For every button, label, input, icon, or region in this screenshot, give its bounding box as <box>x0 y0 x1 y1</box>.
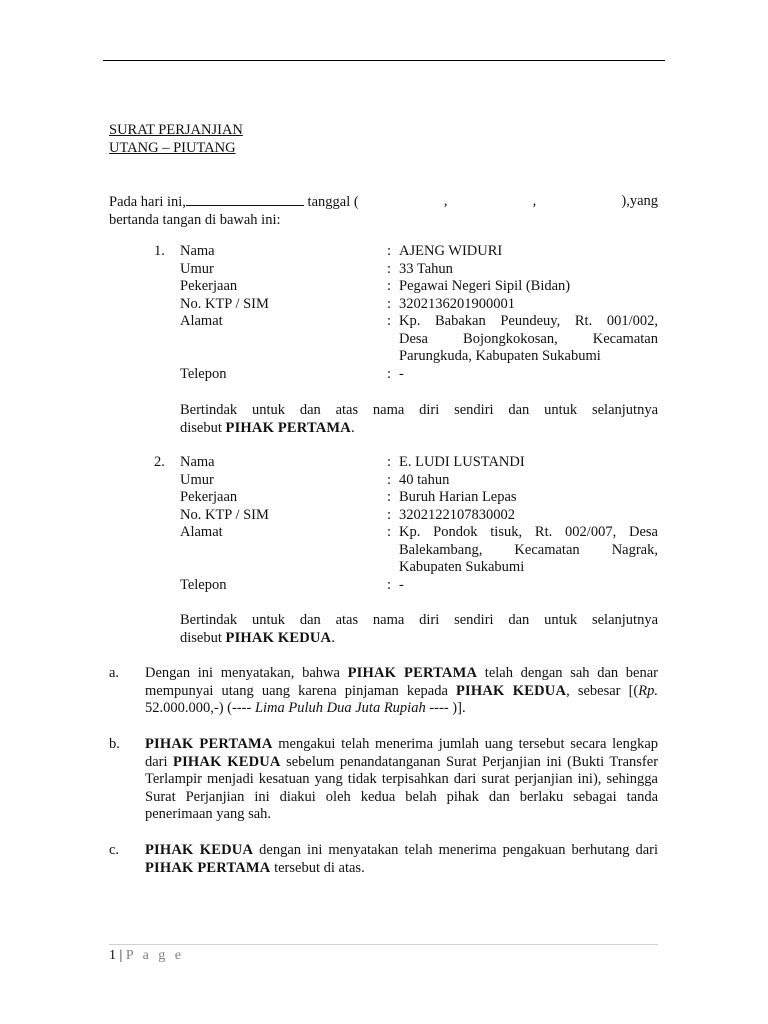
field-value: - <box>399 576 404 593</box>
field-label: No. KTP / SIM <box>180 295 269 312</box>
field-label: Nama <box>180 454 215 470</box>
clause-text-part: telah dengan sah dan benar mempunyai utang uang karena pinjaman kepada <box>145 665 658 699</box>
party-designation: PIHAK PERTAMA <box>145 736 273 752</box>
party-1 <box>154 243 658 383</box>
page-number: 1 <box>109 948 116 963</box>
amount-in-words: Lima Puluh Dua Juta Rupiah <box>254 700 426 716</box>
address-line: Kp. Pondok tisuk, Rt. 002/007, Desa <box>399 524 658 540</box>
clause-text-part: sebelum penandatanganan Surat Perjanjian ini (Bukti Transfer Terlampir menjadi kesatuan yang tidak terpisahkan dari surat perjanjian ini), sehingga Surat Perjanjian ini diakui oleh kedua belah pihak dan berlaku sebagai tanda penerimaan yang sah. <box>145 753 659 822</box>
field-colon: : <box>387 489 392 505</box>
field-label: Telepon <box>180 365 227 382</box>
field-colon: : <box>387 471 392 488</box>
field-value: 33 Tahun <box>399 260 453 277</box>
party-designation: PIHAK KEDUA <box>145 842 254 858</box>
field-colon: : <box>387 454 392 470</box>
field-value: Buruh Harian Lepas <box>399 489 517 505</box>
party-number: 1. <box>154 243 165 259</box>
clause-letter: a. <box>109 665 120 681</box>
field-label: Nama <box>180 243 215 259</box>
statement-suffix: . <box>350 419 355 436</box>
address-line: Kp. Babakan Peundeuy, Rt. 001/002, <box>399 313 658 329</box>
date-comma-1: , <box>443 193 448 209</box>
field-label: Pekerjaan <box>180 489 238 505</box>
clause-a <box>109 665 658 718</box>
day-blank <box>186 193 304 206</box>
opening-line-2: bertanda tangan di bawah ini: <box>109 211 281 228</box>
field-colon: : <box>387 506 392 523</box>
field-label: Pekerjaan <box>180 278 238 294</box>
clause-b <box>109 736 658 824</box>
party-number: 2. <box>154 454 165 470</box>
address-line: Desa Bojongkokosan, Kecamatan <box>399 330 658 347</box>
party-1-statement <box>180 402 658 437</box>
field-label: Umur <box>180 260 214 277</box>
field-value: - <box>399 365 404 382</box>
statement-prefix: disebut <box>180 629 222 646</box>
page-label: P a g e <box>125 948 185 963</box>
clause-letter: c. <box>109 842 120 858</box>
field-colon: : <box>387 278 392 294</box>
title-line-2: UTANG – PIUTANG <box>109 139 236 156</box>
field-value: 3202136201900001 <box>399 295 515 312</box>
party-designation: PIHAK KEDUA <box>225 629 332 646</box>
party-2-statement <box>180 612 658 647</box>
page-footer <box>109 947 184 965</box>
field-colon: : <box>387 313 392 329</box>
clause-text <box>145 665 658 718</box>
field-label: No. KTP / SIM <box>180 506 269 523</box>
clause-text <box>145 736 658 824</box>
field-colon: : <box>387 576 392 593</box>
party-designation: PIHAK PERTAMA <box>225 419 351 436</box>
field-label: Telepon <box>180 576 227 593</box>
document-title <box>109 122 243 157</box>
footer-separator: | <box>119 948 123 963</box>
field-label: Umur <box>180 471 214 488</box>
clause-text-part: tersebut di atas. <box>274 859 365 876</box>
field-value: AJENG WIDURI <box>399 243 503 259</box>
address-value <box>399 524 658 577</box>
opening-text-1: Pada hari ini, <box>109 194 186 210</box>
clause-text-part: , sebesar [( <box>566 682 639 699</box>
clause-text <box>145 842 658 877</box>
address-value <box>399 313 658 366</box>
opening-text-3: ),yang <box>621 193 658 209</box>
field-value: Pegawai Negeri Sipil (Bidan) <box>399 278 571 294</box>
address-line: Kabupaten Sukabumi <box>399 559 525 575</box>
clause-c <box>109 842 658 877</box>
statement-line: Bertindak untuk dan atas nama diri sendiri dan untuk selanjutnya <box>180 402 658 418</box>
field-colon: : <box>387 524 392 540</box>
field-colon: : <box>387 365 392 382</box>
party-designation: PIHAK KEDUA <box>173 753 281 770</box>
statement-prefix: disebut <box>180 419 222 436</box>
field-value: E. LUDI LUSTANDI <box>399 454 525 470</box>
clause-text-part: mengakui telah menerima jumlah uang tersebut secara lengkap dari <box>145 736 659 770</box>
field-value: 3202122107830002 <box>399 506 515 523</box>
statement-suffix: . <box>331 629 335 646</box>
title-line-1: SURAT PERJANJIAN <box>109 122 243 138</box>
statement-line: Bertindak untuk dan atas nama diri sendiri dan untuk selanjutnya <box>180 612 658 628</box>
footer-rule <box>109 944 658 945</box>
opening-paragraph <box>109 193 658 229</box>
clause-text-part: Dengan ini menyatakan, bahwa <box>145 665 340 681</box>
currency-prefix: Rp. <box>638 682 658 699</box>
party-designation: PIHAK PERTAMA <box>347 665 478 681</box>
clause-text-part: dengan ini menyatakan telah menerima pengakuan berhutang dari <box>259 842 659 858</box>
address-line: Balekambang, Kecamatan Nagrak, <box>399 541 658 558</box>
party-designation: PIHAK PERTAMA <box>145 859 271 876</box>
field-value: 40 tahun <box>399 471 450 488</box>
field-colon: : <box>387 295 392 312</box>
opening-text-2: tanggal ( <box>307 194 359 210</box>
clause-letter: b. <box>109 736 120 752</box>
field-colon: : <box>387 260 392 277</box>
date-comma-2: , <box>532 193 537 209</box>
amount-text: 52.000.000,-) (---- <box>145 700 252 716</box>
clause-text-part: ---- )]. <box>429 700 466 716</box>
header-rule <box>103 60 665 61</box>
party-2 <box>154 454 658 594</box>
field-label: Alamat <box>180 313 223 329</box>
address-line: Parungkuda, Kabupaten Sukabumi <box>399 348 601 364</box>
party-designation: PIHAK KEDUA <box>455 682 567 699</box>
field-colon: : <box>387 243 392 259</box>
field-label: Alamat <box>180 524 223 540</box>
